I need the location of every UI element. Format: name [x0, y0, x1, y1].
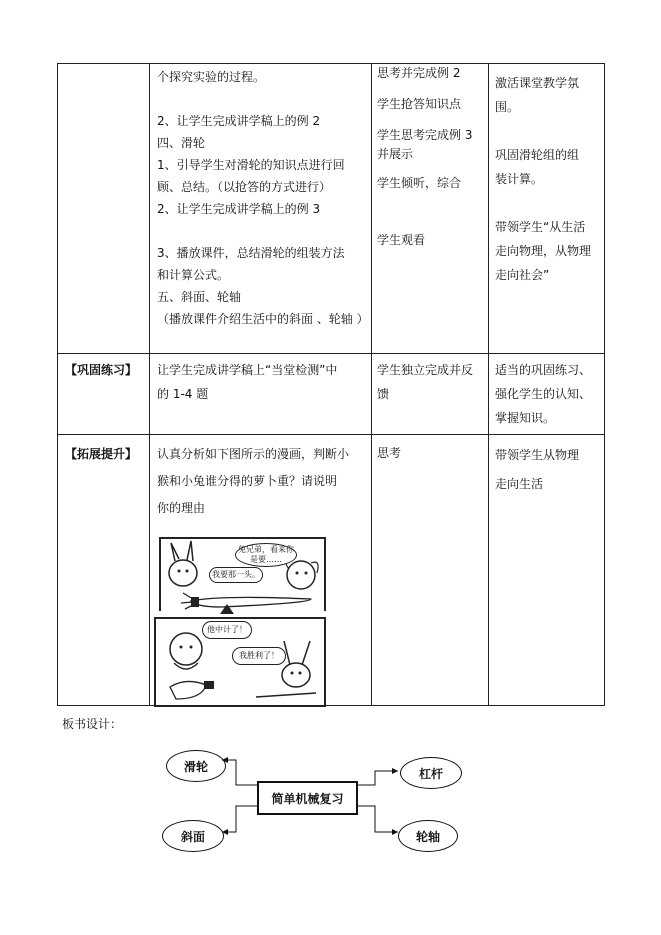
text-line: 猴和小兔谁分得的萝卜重？请说明: [157, 474, 338, 488]
text-line: 五、斜面、轮轴: [157, 290, 242, 304]
text-line: 带领学生“从生活: [495, 220, 586, 234]
text-line: 2、让学生完成讲学稿上的例 2: [157, 114, 321, 128]
text-line: 2、让学生完成讲学稿上的例 3: [157, 202, 321, 216]
text-line: 个探究实验的过程。: [157, 70, 266, 84]
text-line: 认真分析如下图所示的漫画，判断小: [157, 447, 350, 461]
board-node-pulley: 滑轮: [166, 750, 226, 782]
text-line: 你的理由: [157, 501, 206, 515]
text-line: 1、引导学生对滑轮的知识点进行回: [157, 158, 345, 172]
board-design-title: 板书设计：: [62, 717, 123, 731]
text-line: 强化学生的认知、: [495, 387, 592, 401]
text-line: 带领学生从物理: [495, 448, 580, 462]
text-line: （播放课件介绍生活中的斜面 、轮轴 ）: [157, 312, 369, 326]
speech-bubble-2: 我要那一头。: [209, 567, 263, 583]
board-node-lever: 杠杆: [400, 757, 462, 789]
text-line: 走向社会”: [495, 268, 550, 282]
text-line: 思考并完成例 2: [377, 66, 461, 80]
text-line: 学生抢答知识点: [377, 97, 462, 111]
text-line: 激活课堂教学氛: [495, 76, 580, 90]
text-line: 和计算公式。: [157, 268, 230, 282]
speech-bubble-1: 兔兄弟，看来你是要……: [235, 543, 297, 567]
text-line: 学生观看: [377, 233, 426, 247]
board-node-wheel-axle: 轮轴: [398, 820, 458, 852]
text-line: 适当的巩固练习、: [495, 363, 592, 377]
row3-label: 【拓展提升】: [65, 447, 138, 461]
text-line: 四、滑轮: [157, 136, 206, 150]
board-center-box: 简单机械复习: [257, 781, 358, 815]
text-line: 学生独立完成并反: [377, 363, 474, 377]
text-line: 巩固滑轮组的组: [495, 148, 580, 162]
text-line: 走向物理，从物理: [495, 244, 592, 258]
text-line: 学生思考完成例 3: [377, 128, 473, 142]
text-line: 让学生完成讲学稿上“当堂检测”中: [157, 363, 338, 377]
text-line: 走向生活: [495, 477, 544, 491]
speech-bubble-4: 我胜利了！: [232, 647, 286, 665]
text-line: 顾、总结。（以抢答的方式进行）: [157, 180, 332, 194]
text-line: 并展示: [377, 147, 414, 161]
row2-label: 【巩固练习】: [65, 363, 138, 377]
text-line: 装计算。: [495, 172, 544, 186]
text-line: 3、播放课件，总结滑轮的组装方法: [157, 246, 345, 260]
text-line: 围。: [495, 100, 520, 114]
text-line: 的 1-4 题: [157, 387, 209, 401]
text-line: 思考: [377, 446, 402, 460]
board-node-incline: 斜面: [162, 820, 224, 852]
text-line: 馈: [377, 387, 390, 401]
text-line: 学生倾听，综合: [377, 176, 462, 190]
text-line: 掌握知识。: [495, 411, 556, 425]
speech-bubble-3: 他中计了！: [202, 621, 252, 639]
